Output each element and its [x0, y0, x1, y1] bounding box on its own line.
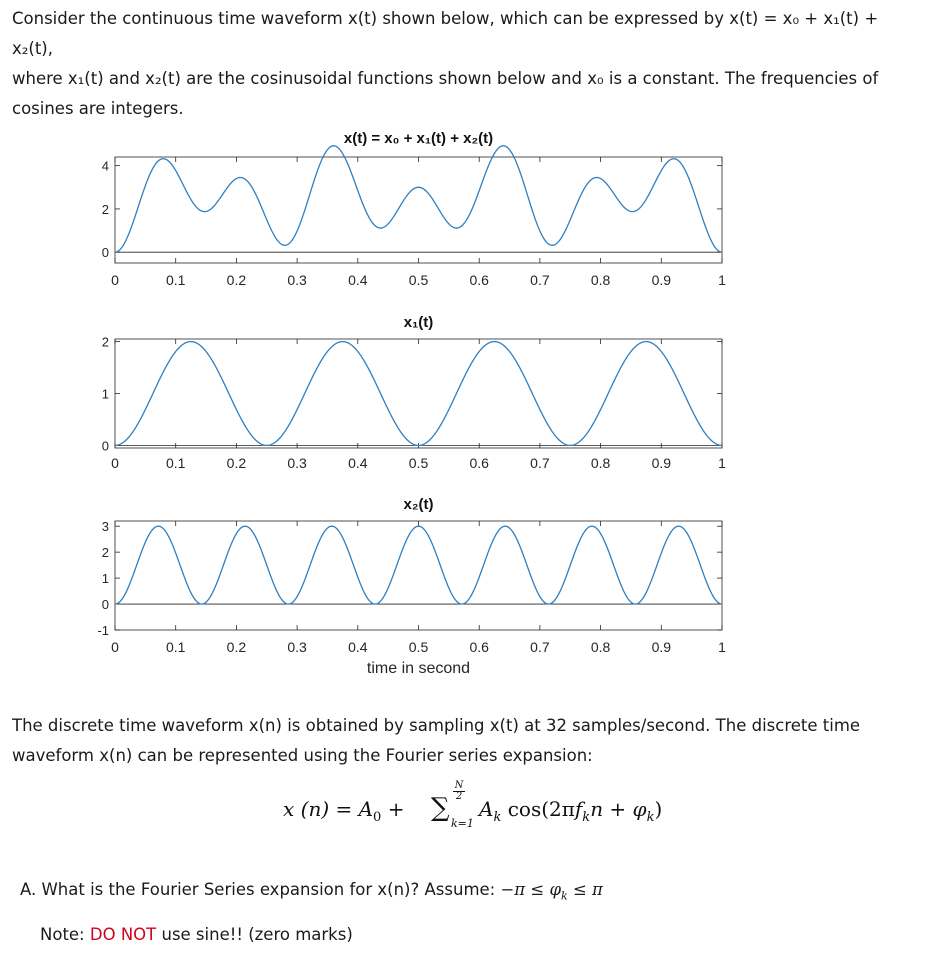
formula-lower: k=1 [451, 817, 474, 830]
y-tick-label: -1 [97, 623, 109, 638]
formula-phi: φ [632, 797, 647, 821]
note [40, 925, 353, 944]
x-axis-label: time in second [366, 660, 471, 677]
note-suffix: use sine!! (zero marks) [161, 925, 353, 944]
sampling-line-2: waveform x(n) can be represented using the Fourier series expansion: [12, 746, 593, 765]
x-tick-label: 0.3 [287, 639, 307, 655]
x-tick-label: 1 [718, 455, 726, 471]
sampling-paragraph [12, 711, 912, 771]
formula-upper: N [454, 780, 464, 791]
subplot-3 [97, 496, 726, 677]
x-tick-label: 0.1 [165, 272, 186, 288]
subplot-title: x₂(t) [403, 496, 434, 513]
formula-A: A [479, 797, 494, 821]
x-tick-label: 0.9 [651, 639, 672, 655]
plot-frame [115, 339, 722, 448]
y-tick-label: 4 [101, 158, 109, 174]
subplot-title: x₁(t) [403, 314, 434, 331]
y-tick-label: 0 [101, 597, 109, 613]
x-tick-label: 0.5 [408, 455, 429, 471]
question-constraint-sub: k [561, 889, 568, 903]
x-tick-label: 0.4 [348, 639, 368, 655]
formula-plus: + [387, 797, 405, 821]
subplot-2 [102, 314, 726, 471]
plot-frame [115, 157, 722, 263]
formula-close: ) [654, 797, 663, 821]
formula-n-plus: n + [590, 797, 627, 821]
formula-subk-3: k [646, 810, 655, 825]
formula-sub0: 0 [373, 810, 382, 825]
x-tick-label: 0.7 [530, 455, 550, 471]
formula-sigma: ∑ [431, 793, 450, 823]
x-tick-label: 0.4 [348, 272, 368, 288]
formula-f: f [574, 797, 583, 821]
x-tick-label: 0.1 [165, 639, 186, 655]
x-tick-label: 0.3 [287, 455, 307, 471]
x-tick-label: 0.9 [651, 272, 672, 288]
x-tick-label: 0.8 [590, 272, 611, 288]
series-line-3 [115, 526, 722, 604]
x-tick-label: 0.9 [651, 455, 672, 471]
question-a [20, 880, 603, 902]
y-tick-label: 1 [101, 571, 109, 587]
sampling-line-1: The discrete time waveform x(n) is obtained by sampling x(t) at 32 samples/second. The discrete time [12, 716, 861, 735]
y-tick-label: 2 [101, 201, 109, 217]
question-constraint-end: ≤ π [572, 880, 603, 899]
x-tick-label: 0.2 [226, 272, 247, 288]
y-tick-label: 2 [101, 545, 109, 561]
plot-frame [115, 521, 722, 630]
y-tick-label: 0 [101, 245, 109, 261]
x-tick-label: 0.5 [408, 639, 429, 655]
note-warning: DO NOT [89, 925, 157, 944]
x-tick-label: 0.4 [348, 455, 368, 471]
x-tick-label: 0.3 [287, 272, 307, 288]
x-tick-label: 0.6 [469, 455, 489, 471]
x-tick-label: 0.5 [408, 272, 429, 288]
x-tick-label: 0.8 [590, 455, 611, 471]
y-tick-label: 1 [101, 386, 109, 402]
subplot-title: x(t) = x₀ + x₁(t) + x₂(t) [343, 130, 494, 147]
formula-subk-2: k [582, 810, 591, 825]
note-prefix: Note: [40, 925, 85, 944]
formula-subk: k [493, 810, 502, 825]
fourier-formula [283, 780, 703, 837]
intro-line-2: where x₁(t) and x₂(t) are the cosinusoidal functions shown below and x₀ is a constant. The frequencies of [12, 69, 879, 88]
question-constraint: −π ≤ φ [500, 880, 562, 899]
x-tick-label: 0 [111, 272, 119, 288]
question-text: A. What is the Fourier Series expansion for x(n)? Assume: [20, 880, 496, 899]
y-tick-label: 3 [101, 519, 109, 535]
x-tick-label: 0.2 [226, 639, 247, 655]
subplot-1 [102, 130, 726, 288]
x-tick-label: 0.7 [530, 272, 550, 288]
y-tick-label: 2 [101, 334, 109, 350]
x-tick-label: 0.2 [226, 455, 247, 471]
intro-line-1: Consider the continuous time waveform x(t) shown below, which can be expressed by x(t) = x₀ + x₁(t) + x₂(t), [12, 9, 879, 58]
x-tick-label: 0.7 [530, 639, 550, 655]
x-tick-label: 1 [718, 639, 726, 655]
y-tick-label: 0 [101, 438, 109, 454]
formula-lhs: x (n) = A [283, 797, 374, 821]
x-tick-label: 0.1 [165, 455, 186, 471]
x-tick-label: 1 [718, 272, 726, 288]
formula-cos: cos(2π [507, 797, 575, 821]
series-line-2 [115, 342, 722, 446]
x-tick-label: 0.6 [469, 272, 489, 288]
x-tick-label: 0 [111, 455, 119, 471]
x-tick-label: 0.8 [590, 639, 611, 655]
x-tick-label: 0.6 [469, 639, 489, 655]
formula-upper-den: 2 [455, 791, 463, 802]
x-tick-label: 0 [111, 639, 119, 655]
intro-line-3: cosines are integers. [12, 99, 184, 118]
